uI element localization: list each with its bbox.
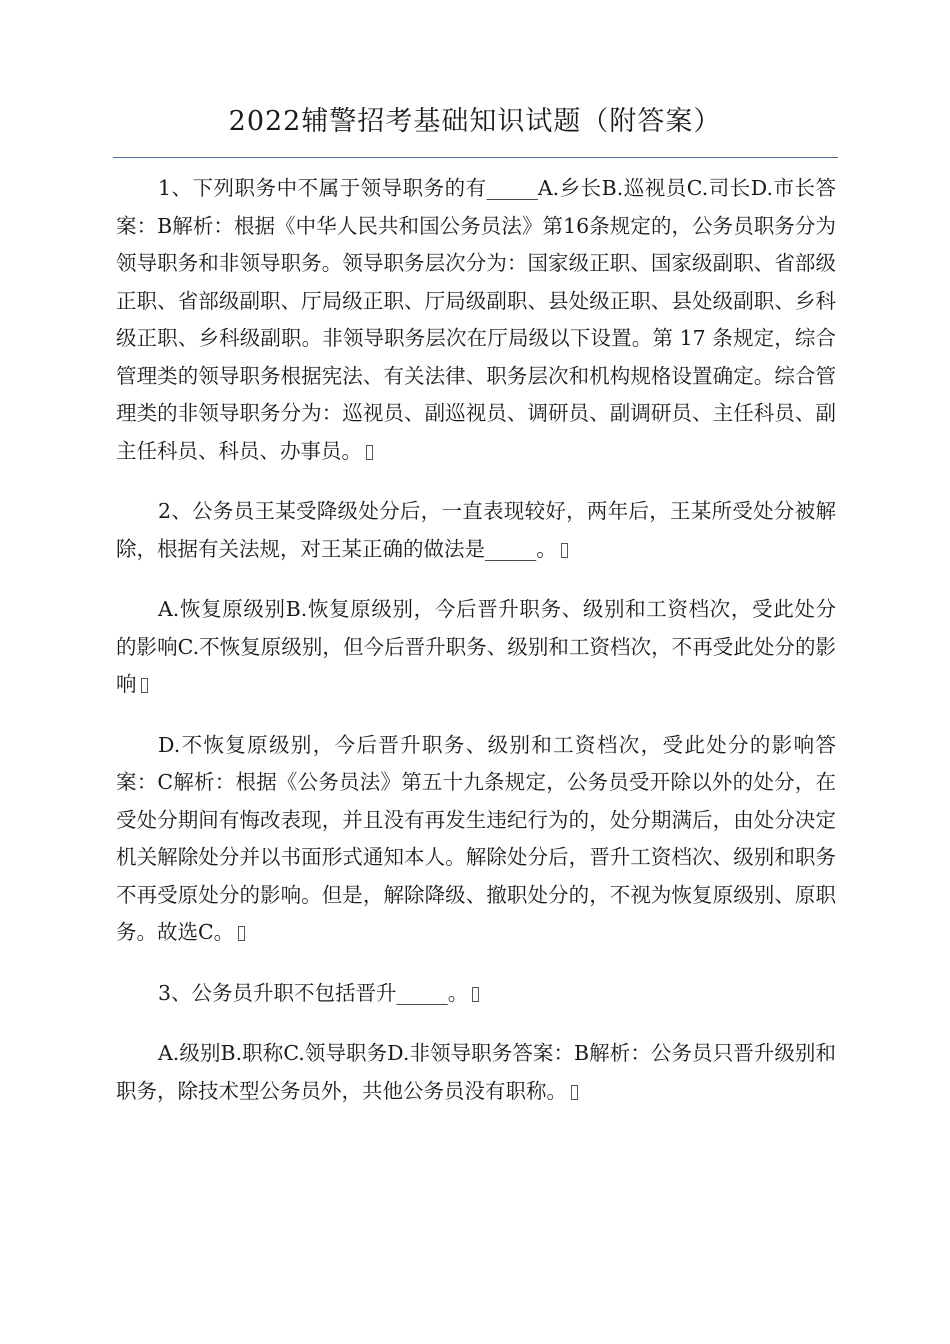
question-2-answer-paragraph (116, 727, 836, 952)
question-2-options-paragraph (116, 591, 836, 704)
paragraph-text: A.恢复原级别B.恢复原级别，今后晋升职务、级别和工资档次，受此处分的影响C.不恢复原级别，但今后晋升职务、级别和工资档次，不再受此处分的影响 (116, 597, 836, 696)
question-1-paragraph (116, 170, 836, 470)
title-divider (113, 157, 838, 158)
document-body (116, 170, 836, 1133)
paragraph-text: D.不恢复原级别，今后晋升职务、级别和工资档次，受此处分的影响答案：C解析：根据《公务员法》第五十九条规定，公务员受开除以外的处分，在受处分期间有悔改表现，并且没有再发生违纪行为的，处分期满后，由处分决定机关解除处分并以书面形式通知本人。解除处分后，晋升工资档次、级别和职务不再受原处分的影响。但是，解除降级、撤职处分的，不视为恢复原级别、原职务。故选C。 (116, 732, 836, 944)
document-title: 2022辅警招考基础知识试题（附答案） (228, 106, 722, 137)
paragraph-text: 1、下列职务中不属于领导职务的有_____A.乡长B.巡视员C.司长D.市长答案：B解析：根据《中华人民共和国公务员法》第16条规定的，公务员职务分为领导职务和非领导职务。领导职务层次分为：国家级正职、国家级副职、省部级正职、省部级副职、厅局级正职、厅局级副职、县处级正职、县处级副职、乡科级正职、乡科级副职。非领导职务层次在厅局级以下设置。第 17 条规定，综合管理类的领导职务根据宪法、有关法律、职务层次和机构规格设置确定。综合管理类的非领导职务分为：巡视员、副巡视员、调研员、副调研员、主任科员、副主任科员、科员、办事员。 (116, 176, 836, 463)
paragraph-mark-icon (571, 1085, 578, 1100)
paragraph-text: A.级别B.职称C.领导职务D.非领导职务答案：B解析：公务员只晋升级别和职务，除技术型公务员外，共他公务员没有职称。 (116, 1041, 836, 1103)
paragraph-mark-icon (561, 543, 568, 558)
paragraph-mark-icon (141, 678, 148, 693)
paragraph-text: 2、公务员王某受降级处分后，一直表现较好，两年后，王某所受处分被解除，根据有关法规，对王某正确的做法是_____。 (116, 499, 836, 561)
question-3-paragraph (116, 975, 836, 1013)
paragraph-text: 3、公务员升职不包括晋升_____。 (158, 980, 469, 1005)
paragraph-mark-icon (366, 445, 373, 460)
question-2-paragraph (116, 493, 836, 568)
paragraph-mark-icon (472, 987, 479, 1002)
paragraph-mark-icon (238, 926, 245, 941)
question-3-answer-paragraph (116, 1035, 836, 1110)
